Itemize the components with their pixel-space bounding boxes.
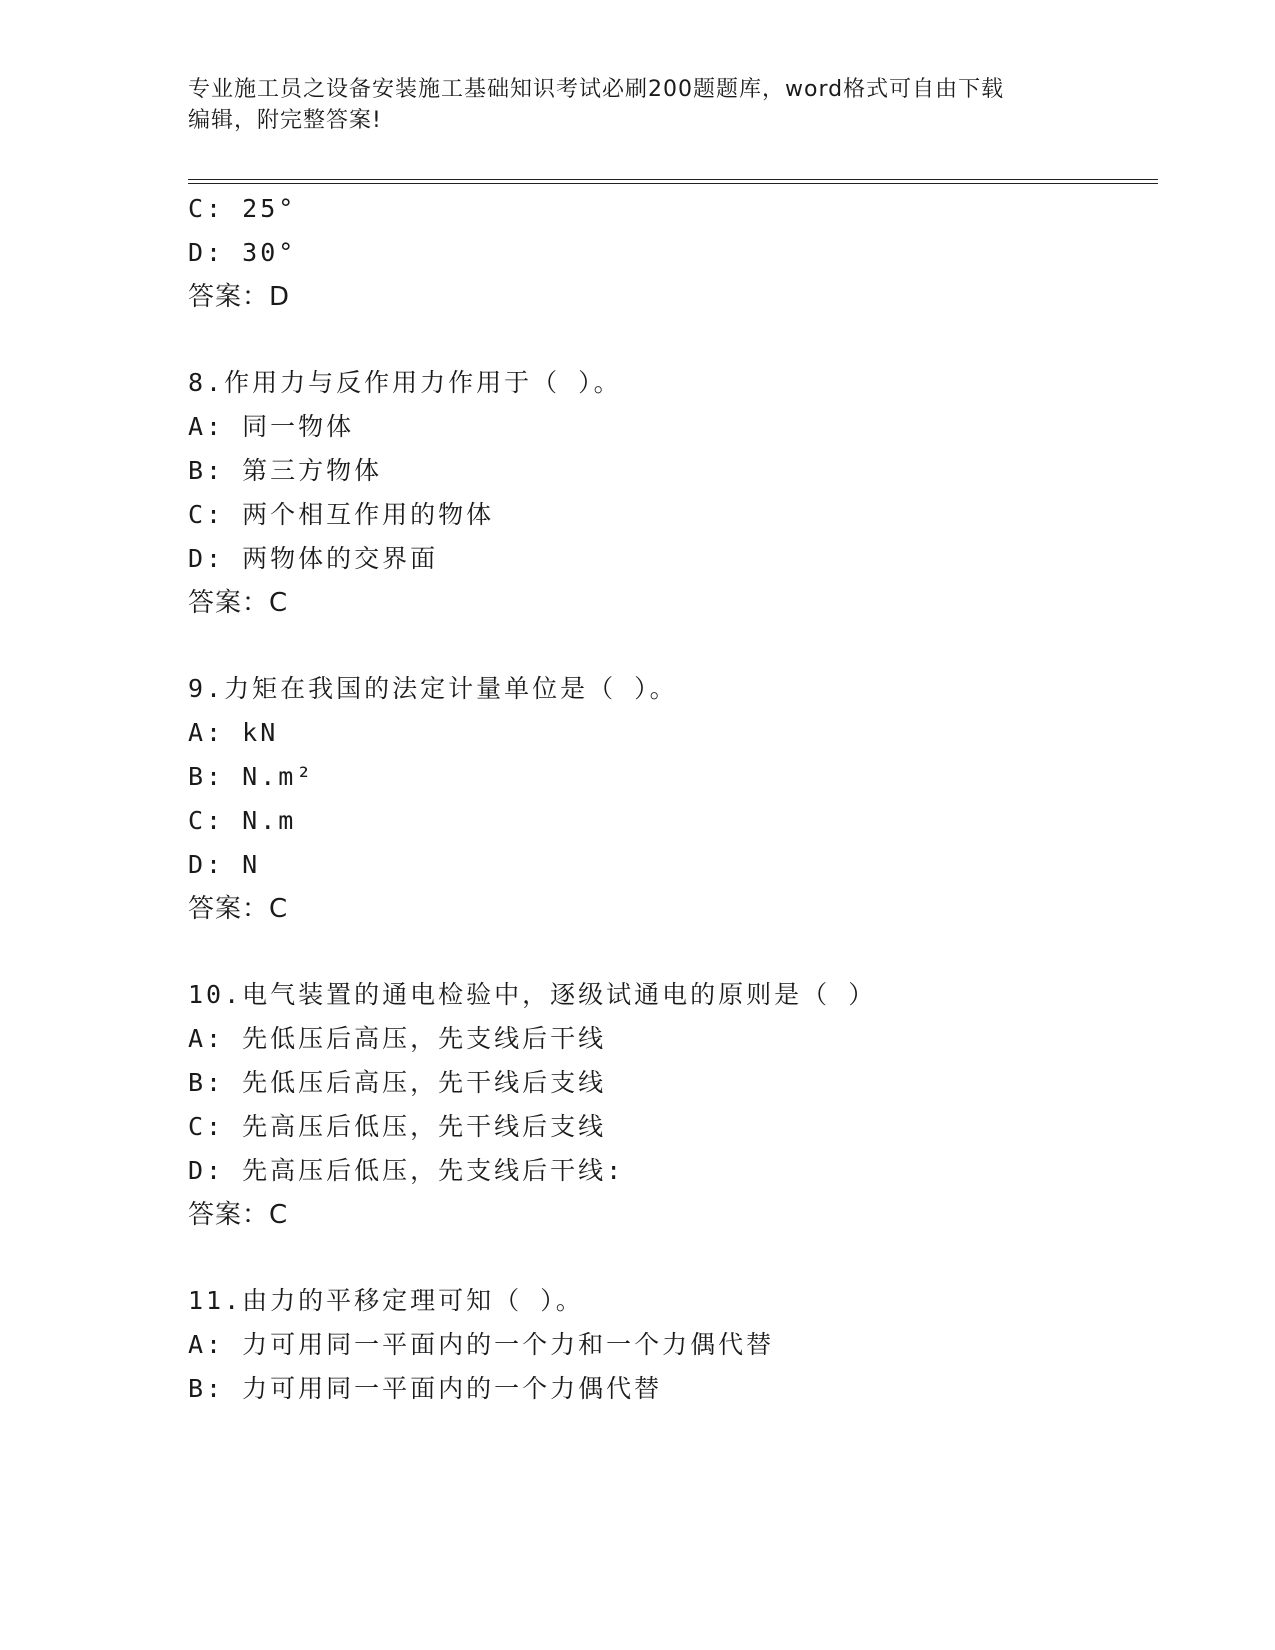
header-line-2: 编辑，附完整答案! bbox=[188, 108, 382, 133]
header-rule-bottom bbox=[188, 183, 1158, 184]
header-rule-top bbox=[188, 179, 1158, 180]
q11-option-a: A: 力可用同一平面内的一个力和一个力偶代替 bbox=[188, 1330, 775, 1359]
q7-answer: 答案：D bbox=[188, 282, 291, 312]
q8-option-c: C: 两个相互作用的物体 bbox=[188, 500, 495, 529]
q8-option-b: B: 第三方物体 bbox=[188, 456, 383, 485]
q11-option-b: B: 力可用同一平面内的一个力偶代替 bbox=[188, 1374, 663, 1403]
q10-option-a: A: 先低压后高压，先支线后干线 bbox=[188, 1024, 607, 1053]
header-line-1: 专业施工员之设备安装施工基础知识考试必刷200题题库，word格式可自由下载 bbox=[188, 77, 1005, 102]
q8-option-d: D: 两物体的交界面 bbox=[188, 544, 439, 573]
q8-question: 8.作用力与反作用力作用于（ ）。 bbox=[188, 368, 622, 397]
q9-option-b: B: N.m² bbox=[188, 762, 315, 791]
q9-question: 9.力矩在我国的法定计量单位是（ ）。 bbox=[188, 674, 678, 703]
q10-option-b: B: 先低压后高压，先干线后支线 bbox=[188, 1068, 607, 1097]
q9-option-a: A: kN bbox=[188, 718, 279, 747]
q7-option-d: D: 30° bbox=[188, 238, 297, 267]
q9-answer: 答案：C bbox=[188, 894, 289, 924]
q8-option-a: A: 同一物体 bbox=[188, 412, 355, 441]
q10-question: 10.电气装置的通电检验中，逐级试通电的原则是（ ） bbox=[188, 980, 877, 1009]
q10-answer: 答案：C bbox=[188, 1200, 289, 1230]
q7-option-c: C: 25° bbox=[188, 194, 297, 223]
q11-question: 11.由力的平移定理可知（ ）。 bbox=[188, 1286, 584, 1315]
q9-option-c: C: N.m bbox=[188, 806, 297, 835]
q10-option-c: C: 先高压后低压，先干线后支线 bbox=[188, 1112, 607, 1141]
document-header bbox=[188, 74, 1088, 136]
q8-answer: 答案：C bbox=[188, 588, 289, 618]
q9-option-d: D: N bbox=[188, 850, 261, 879]
q10-option-d: D: 先高压后低压，先支线后干线: bbox=[188, 1156, 625, 1185]
